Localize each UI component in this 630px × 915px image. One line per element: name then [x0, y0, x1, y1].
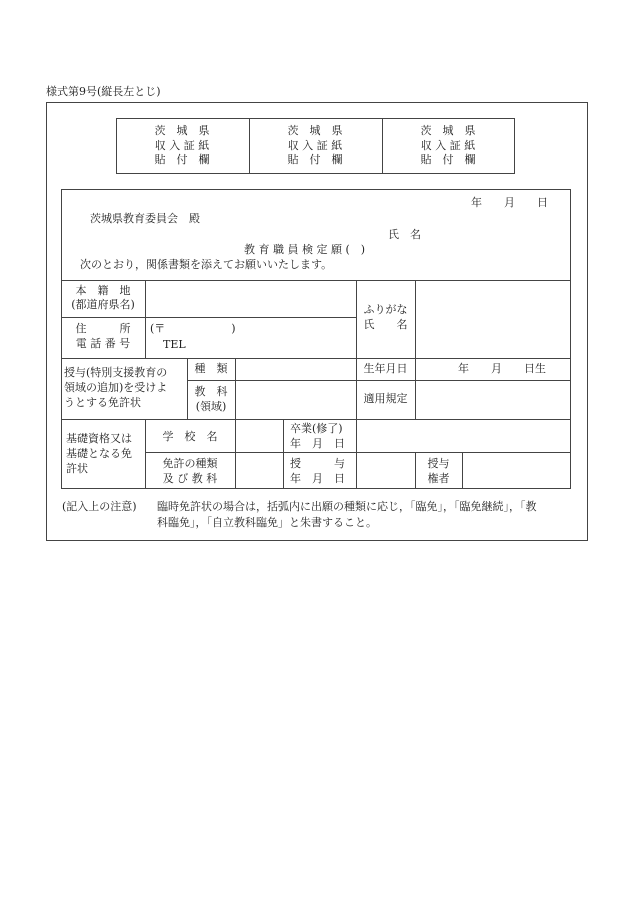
row-line	[61, 317, 356, 318]
applicant-name-label: 氏 名	[388, 228, 421, 241]
birthdate-field[interactable]: 年 月 日生	[458, 362, 546, 375]
furigana-label: ふりがな	[363, 303, 408, 316]
sotsugyo-label-1: 卒業(修了)	[290, 422, 343, 435]
kiso-label-3: 許状	[66, 462, 88, 475]
gakko-input[interactable]	[236, 420, 282, 451]
ryoiki-label: (領域)	[195, 400, 227, 413]
stamp-line: 収 入 証 紙	[287, 138, 343, 152]
stamp-line: 茨 城 県	[420, 124, 476, 137]
note-text-2: 科臨免」，「自立教科臨免」と朱書すること。	[157, 516, 377, 529]
kyoka-label: 教 科	[194, 385, 228, 398]
honseki-input[interactable]	[146, 281, 355, 316]
gakko-label: 学 校 名	[162, 430, 218, 443]
stamp-line: 茨 城 県	[287, 124, 343, 137]
stamp-box-1	[116, 121, 248, 173]
form-number-label: 様式第9号(縦長左とじ)	[46, 85, 161, 98]
birthdate-label: 生年月日	[363, 362, 408, 375]
stamp-line: 貼 付 欄	[287, 153, 343, 166]
sotsugyo-label-2: 年 月 日	[290, 437, 345, 450]
juyo-label-3: うとする免許状	[64, 396, 141, 409]
menkyo-label-2: 及 び 教 科	[162, 472, 218, 485]
stamp-line: 収 入 証 紙	[154, 138, 210, 152]
honseki-label: 本 籍 地	[75, 284, 131, 297]
sotsugyo-input[interactable]	[357, 420, 570, 451]
kyoka-input[interactable]	[236, 381, 355, 418]
addressee: 茨城県教育委員会 殿	[90, 212, 200, 225]
stamp-line: 貼 付 欄	[154, 153, 210, 166]
juyo-date-input[interactable]	[357, 453, 414, 488]
juyo-label-1: 授与(特別支援教育の	[64, 366, 168, 379]
stamp-line: 茨 城 県	[154, 124, 210, 137]
menkyo-label-1: 免許の種類	[162, 457, 218, 470]
stamp-line: 貼 付 欄	[420, 153, 476, 166]
form-title: 教 育 職 員 検 定 願 ( )	[244, 243, 366, 256]
note-label: (記入上の注意)	[62, 500, 137, 513]
name-input[interactable]	[416, 281, 570, 357]
tekiyo-label: 適用規定	[363, 392, 408, 405]
juyo-date-label-2: 年 月 日	[290, 472, 345, 485]
shurui-input[interactable]	[236, 359, 355, 379]
stamp-box-3	[382, 121, 514, 173]
tekiyo-input[interactable]	[416, 381, 570, 418]
shimei-label: 氏 名	[363, 318, 408, 331]
kiso-label-1: 基礎資格又は	[66, 432, 132, 445]
menkyo-input[interactable]	[236, 453, 282, 488]
kiso-label-2: 基礎となる免	[66, 447, 132, 460]
kensha-label-2: 権者	[427, 472, 450, 485]
shurui-label: 種 類	[194, 362, 228, 375]
kensha-input[interactable]	[463, 453, 570, 488]
stamp-line: 収 入 証 紙	[420, 138, 476, 152]
tel-label: 電 話 番 号	[75, 337, 131, 350]
note-text-1: 臨時免許状の場合は，括弧内に出願の種類に応じ，「臨免」，「臨免継続」，「教	[157, 500, 537, 513]
kensha-label-1: 授与	[427, 457, 450, 470]
postal-code-field[interactable]: (〒 )	[150, 322, 236, 335]
col-line	[283, 419, 284, 489]
juyo-date-label-1: 授 与	[290, 457, 345, 470]
juyo-label-2: 領域の追加)を受けよ	[64, 381, 168, 394]
intro-text: 次のとおり，関係書類を添えてお願いいたします。	[80, 258, 333, 271]
honseki-sublabel: (都道府県名)	[71, 298, 135, 311]
jusho-label: 住 所	[75, 322, 131, 335]
tel-field[interactable]: TEL	[163, 338, 186, 351]
date-field[interactable]: 年 月 日	[471, 196, 548, 209]
stamp-box-2	[249, 121, 381, 173]
